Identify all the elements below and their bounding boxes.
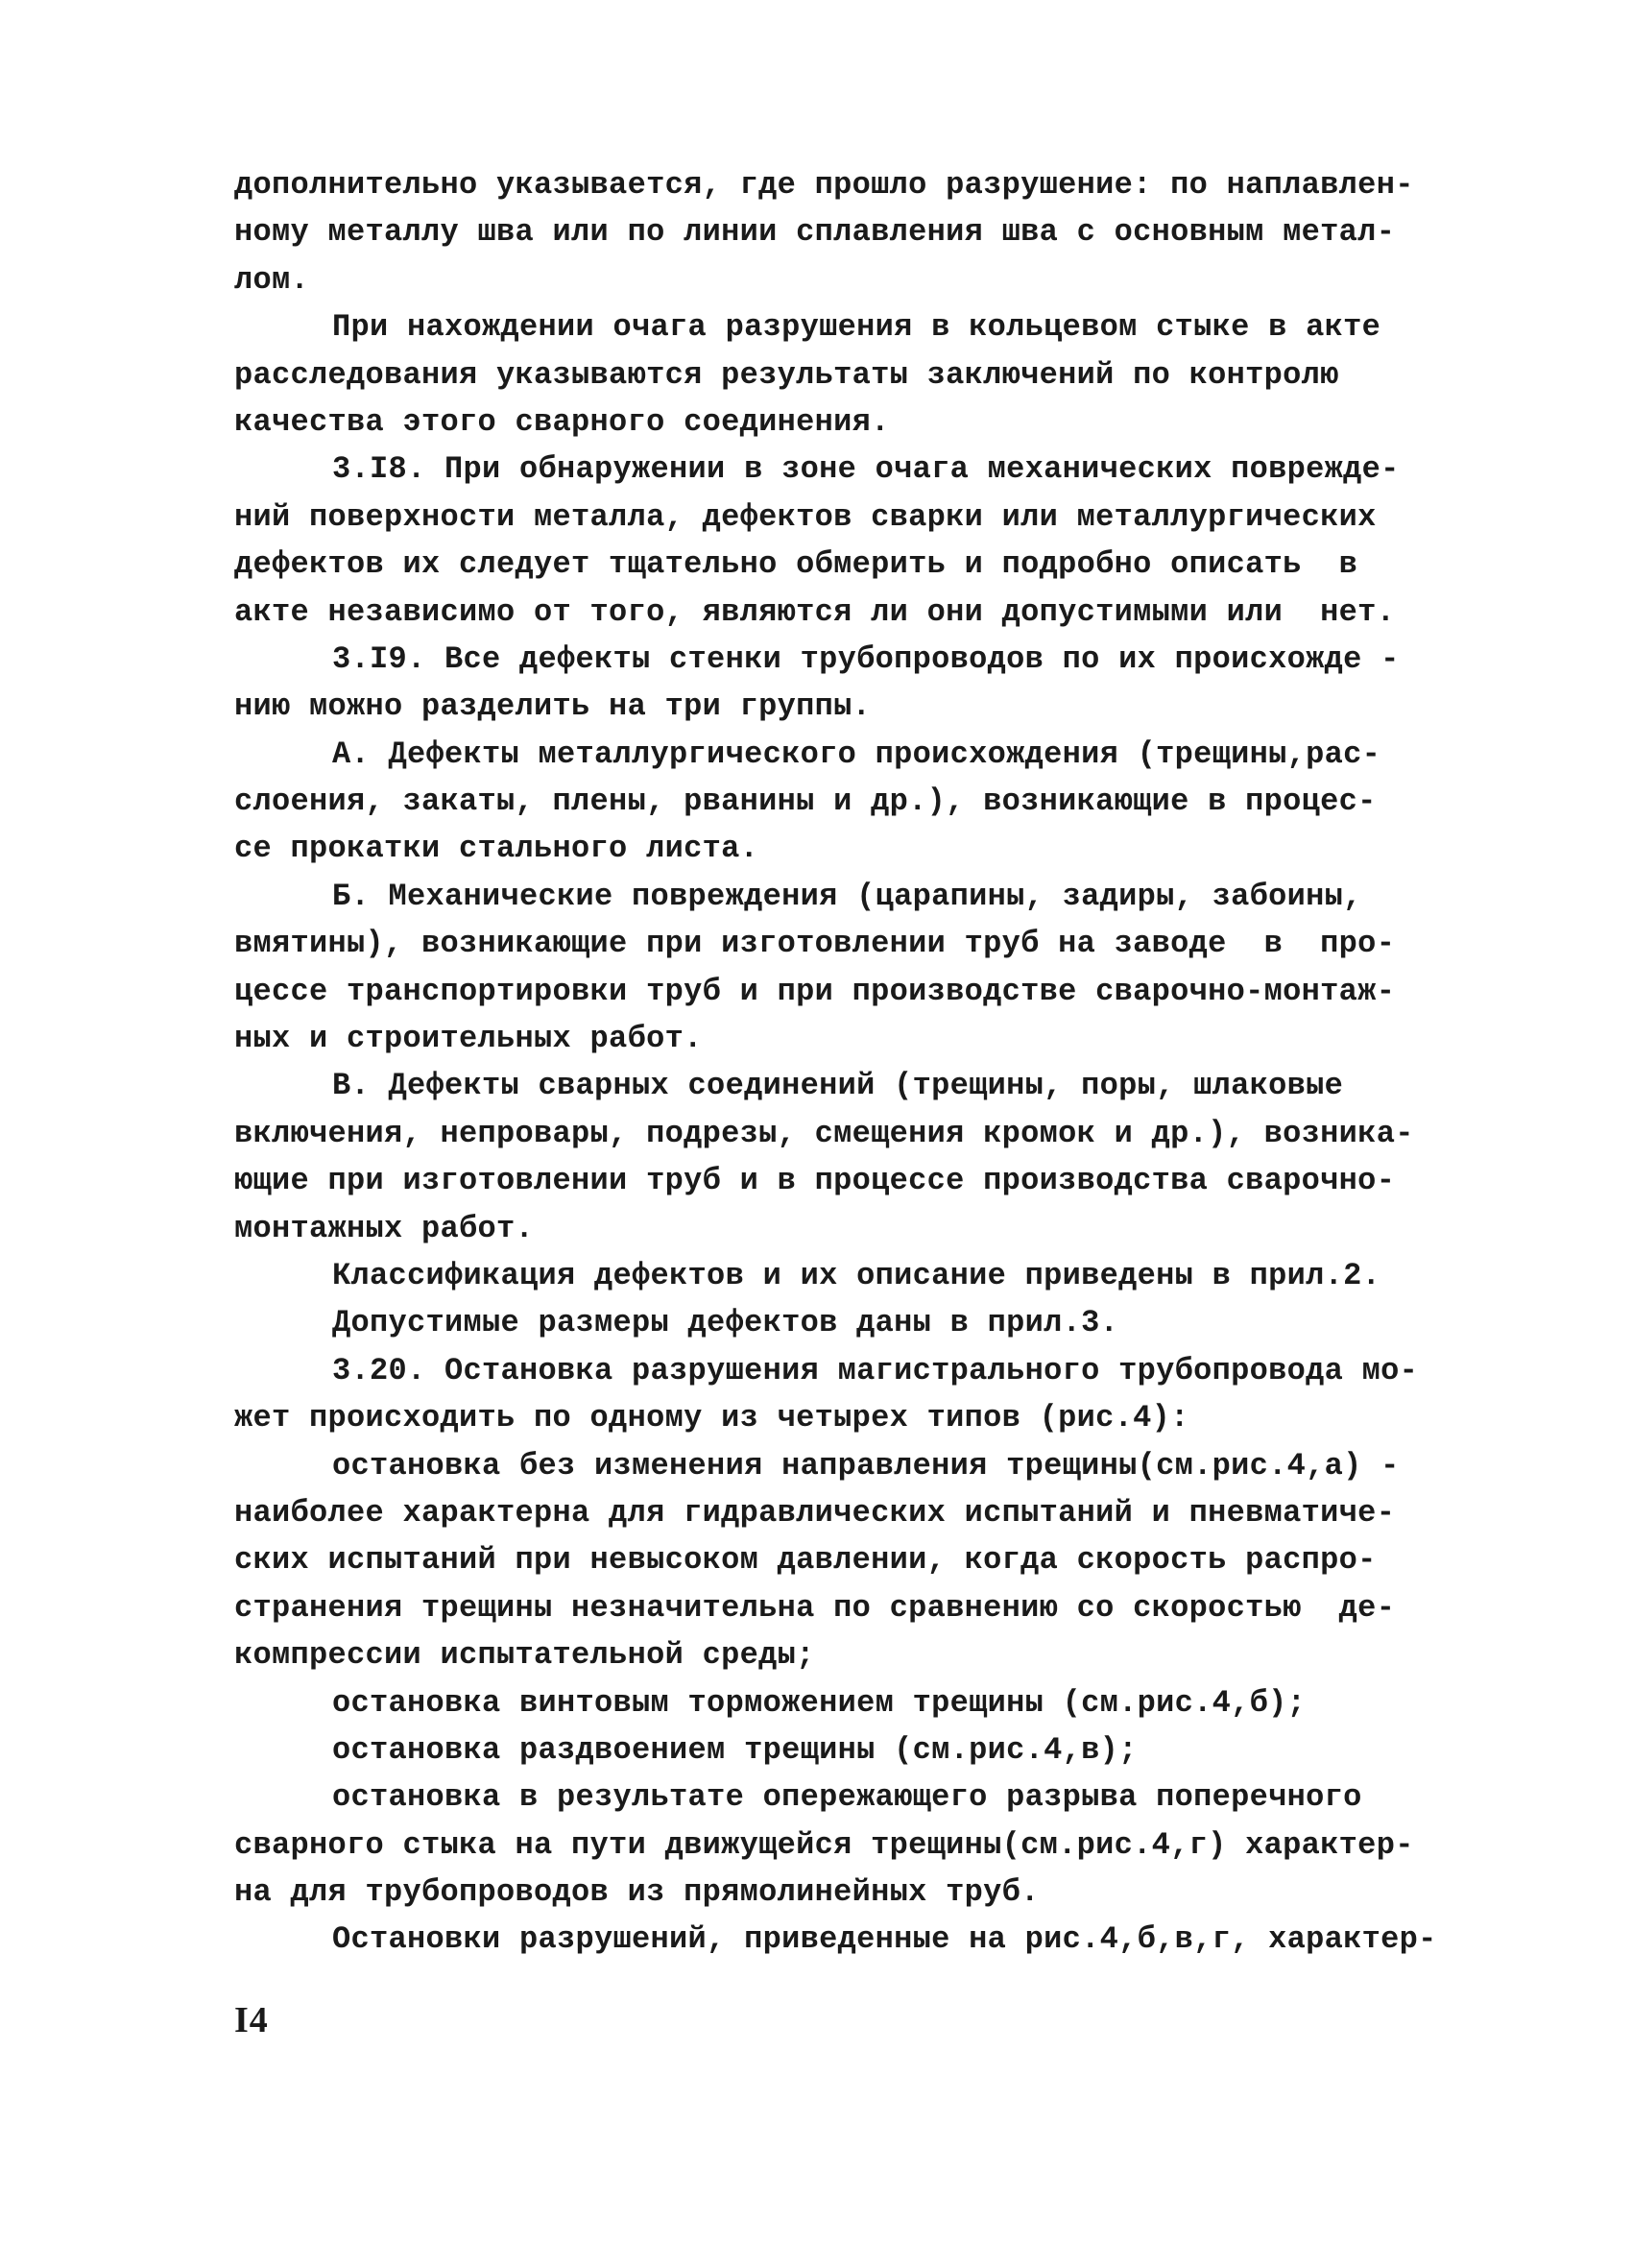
text-line: дефектов их следует тщательно обмерить и подробно описать в (234, 546, 1358, 583)
text-line: остановка винтовым торможением трещины (см.рис.4,б); (332, 1684, 1307, 1721)
text-line: наиболее характерна для гидравлических испытаний и пневматиче- (234, 1494, 1396, 1531)
text-line: на для трубопроводов из прямолинейных труб. (234, 1874, 1040, 1911)
text-line: остановка без изменения направления трещины(см.рис.4,а) - (332, 1447, 1400, 1484)
page-number: I4 (234, 2000, 269, 2040)
text-line: 3.I8. При обнаружении в зоне очага механических поврежде- (332, 451, 1400, 488)
text-line: ских испытаний при невысоком давлении, когда скорость распро- (234, 1542, 1377, 1579)
text-line: ному металлу шва или по линии сплавления шва с основным метал- (234, 214, 1396, 251)
text-line: дополнительно указывается, где прошло разрушение: по наплавлен- (234, 167, 1414, 203)
text-line: нию можно разделить на три группы. (234, 688, 872, 725)
text-line: се прокатки стального листа. (234, 831, 759, 867)
text-line: монтажных работ. (234, 1210, 535, 1246)
text-line: остановка в результате опережающего разрыва поперечного (332, 1779, 1362, 1816)
text-line: жет происходить по одному из четырех типов (рис.4): (234, 1400, 1189, 1436)
text-line: акте независимо от того, являются ли они допустимыми или нет. (234, 593, 1396, 630)
text-line: Б. Механические повреждения (царапины, задиры, забоины, (332, 878, 1362, 914)
text-line: расследования указываются результаты заключений по контролю (234, 356, 1339, 393)
text-line: качества этого сварного соединения. (234, 403, 890, 440)
text-line: слоения, закаты, плены, рванины и др.), возникающие в процес- (234, 784, 1377, 820)
text-line: А. Дефекты металлургического происхождения (трещины,рас- (332, 736, 1381, 772)
text-line: вмятины), возникающие при изготовлении труб на заводе в про- (234, 926, 1396, 962)
body-text (234, 161, 1453, 1964)
text-line: лом. (234, 261, 310, 298)
text-line: ний поверхности металла, дефектов сварки или металлургических (234, 498, 1377, 535)
text-line: При нахождении очага разрушения в кольцевом стыке в акте (332, 309, 1381, 346)
text-line: включения, непровары, подрезы, смещения кромок и др.), возника- (234, 1115, 1414, 1151)
text-line: Остановки разрушений, приведенные на рис.4,б,в,г, характер- (332, 1921, 1437, 1958)
text-line: цессе транспортировки труб и при производстве сварочно-монтаж- (234, 973, 1396, 1009)
text-line: Допустимые размеры дефектов даны в прил.3. (332, 1305, 1119, 1341)
text-line: странения трещины незначительна по сравнению со скоростью де- (234, 1589, 1396, 1626)
text-line: В. Дефекты сварных соединений (трещины, поры, шлаковые (332, 1068, 1344, 1104)
text-line: сварного стыка на пути движущейся трещины(см.рис.4,г) характер- (234, 1826, 1414, 1863)
text-line: 3.20. Остановка разрушения магистрального трубопровода мо- (332, 1352, 1419, 1388)
text-line: ющие при изготовлении труб и в процессе производства сварочно- (234, 1163, 1396, 1199)
text-line: 3.I9. Все дефекты стенки трубопроводов по их происхожде - (332, 640, 1400, 677)
text-line: ных и строительных работ. (234, 1021, 703, 1057)
text-line: компрессии испытательной среды; (234, 1637, 815, 1674)
text-line: остановка раздвоением трещины (см.рис.4,в); (332, 1731, 1138, 1768)
text-line: Классификация дефектов и их описание приведены в прил.2. (332, 1257, 1381, 1293)
